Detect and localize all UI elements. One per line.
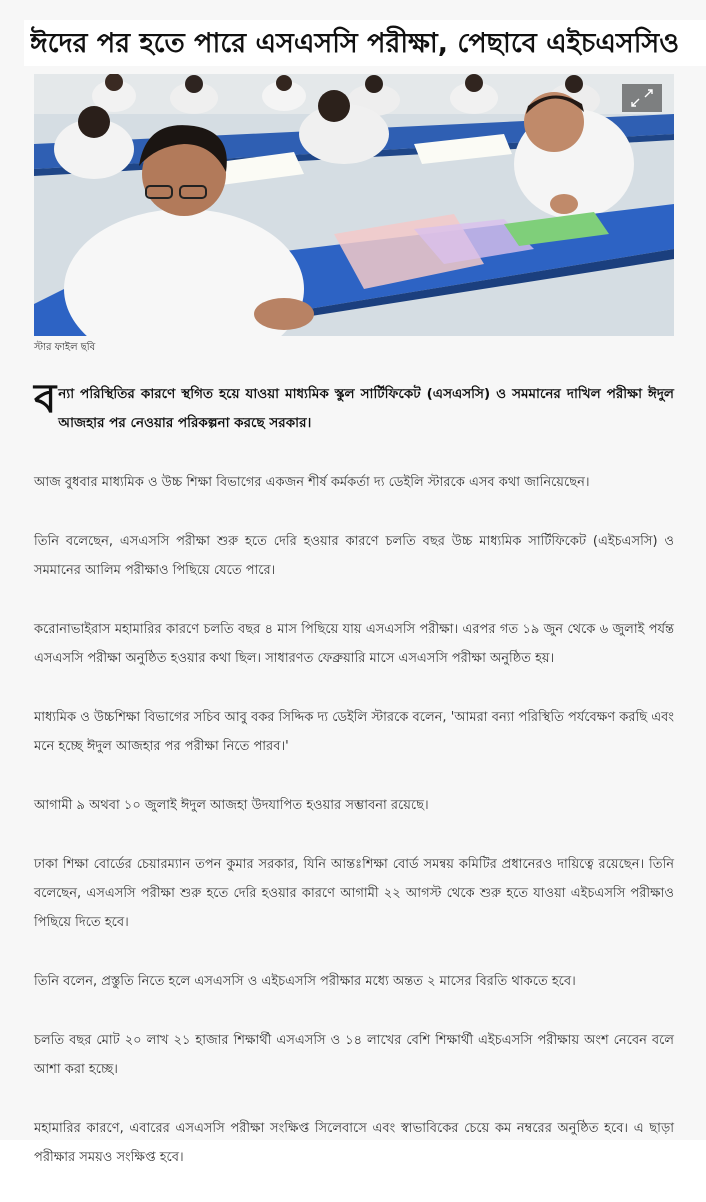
paragraph: আগামী ৯ অথবা ১০ জুলাই ঈদুল আজহা উদযাপিত হওয়ার সম্ভাবনা রয়েছে। [34,798,429,813]
article-body [34,376,674,1202]
paragraph: মাধ্যমিক ও উচ্চশিক্ষা বিভাগের সচিব আবু বকর সিদ্দিক দ্য ডেইলি স্টারকে বলেন, 'আমরা বন্যা পরিস্থিতি পর্যবেক্ষণ করছি এবং মনে হচ্ছে ঈদুল আজহার পর পরীক্ষা নিতে পারব।' [34,710,674,754]
article-photo[interactable] [34,74,674,336]
paragraph: ঢাকা শিক্ষা বোর্ডের চেয়ারম্যান তপন কুমার সরকার, যিনি আন্তঃশিক্ষা বোর্ড সমন্বয় কমিটির প্রধানেরও দায়িত্বে রয়েছেন। তিনি বলেছেন, এসএসসি পরীক্ষা শুরু হতে দেরি হওয়ার কারণে আগামী ২২ আগস্ট থেকে শুরু হতে যাওয়া এইচএসসি পরীক্ষাও পিছিয়ে দিতে হবে। [34,857,674,930]
dropcap: ব [34,376,57,422]
paragraph: আজ বুধবার মাধ্যমিক ও উচ্চ শিক্ষা বিভাগের একজন শীর্ষ কর্মকর্তা দ্য ডেইলি স্টারকে এসব কথা জানিয়েছেন। [34,475,590,490]
paragraph: তিনি বলেছেন, এসএসসি পরীক্ষা শুরু হতে দেরি হওয়ার কারণে চলতি বছর উচ্চ মাধ্যমিক সার্টিফিকেট (এইচএসসি) ও সমমানের আলিম পরীক্ষাও পিছিয়ে যেতে পারে। [34,534,674,578]
lead-text: ন্যা পরিস্থিতির কারণে স্থগিত হয়ে যাওয়া মাধ্যমিক স্কুল সার্টিফিকেট (এসএসসি) ও সমমানের দাখিল পরীক্ষা ঈদুল আজহার পর নেওয়ার পরিকল্পনা করছে সরকার। [58,386,674,431]
image-caption: স্টার ফাইল ছবি [34,342,96,353]
article-headline: ঈদের পর হতে পারে এসএসসি পরীক্ষা, পেছাবে এইচএসসিও [30,28,680,59]
paragraph: মহামারির কারণে, এবারের এসএসসি পরীক্ষা সংক্ষিপ্ত সিলেবাসে এবং স্বাভাবিকের চেয়ে কম নম্বরের অনুষ্ঠিত হবে। এ ছাড়া পরীক্ষার সময়ও সংক্ষিপ্ত হবে। [34,1121,674,1165]
exam-hall-photo [34,74,674,336]
expand-image-button[interactable] [622,84,662,112]
paragraph: চলতি বছর মোট ২০ লাখ ২১ হাজার শিক্ষার্থী এসএসসি ও ১৪ লাখের বেশি শিক্ষার্থী এইচএসসি পরীক্ষায় অংশ নেবেন বলে আশা করা হচ্ছে। [34,1033,674,1077]
paragraph: করোনাভাইরাস মহামারির কারণে চলতি বছর ৪ মাস পিছিয়ে যায় এসএসসি পরীক্ষা। এরপর গত ১৯ জুন থেকে ৬ জুলাই পর্যন্ত এসএসসি পরীক্ষা অনুষ্ঠিত হওয়ার কথা ছিল। সাধারণত ফেব্রুয়ারি মাসে এসএসসি পরীক্ষা অনুষ্ঠিত হয়। [34,622,674,666]
paragraph: তিনি বলেন, প্রস্তুতি নিতে হলে এসএসসি ও এইচএসসি পরীক্ষার মধ্যে অন্তত ২ মাসের বিরতি থাকতে হবে। [34,974,576,989]
lead-paragraph [34,376,674,438]
expand-icon [622,84,662,112]
